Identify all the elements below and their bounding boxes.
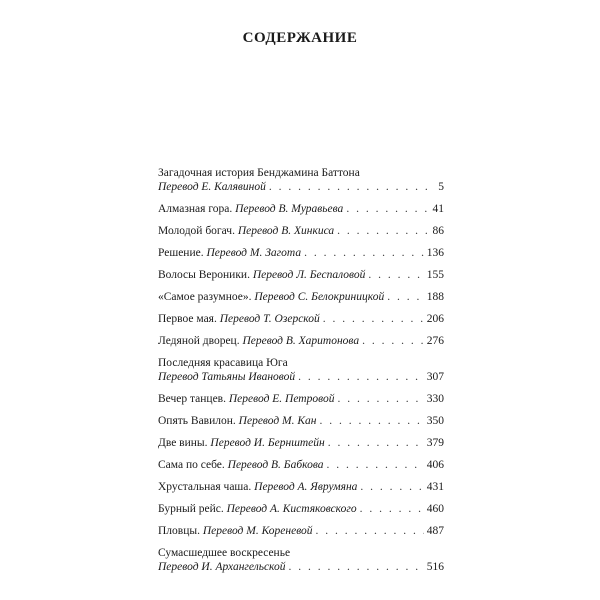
toc-entry	[158, 546, 444, 574]
entry-text	[158, 246, 301, 260]
toc-entry	[158, 290, 444, 304]
dot-leader	[360, 502, 424, 516]
dot-leader	[319, 414, 423, 428]
entry-text	[158, 312, 320, 326]
entry-page-number: 431	[426, 481, 444, 493]
page-title: СОДЕРЖАНИЕ	[242, 30, 358, 46]
entry-title: Вечер танцев.	[158, 393, 226, 405]
entry-translator: Перевод Е. Петровой	[228, 393, 335, 405]
entry-text	[158, 202, 343, 216]
entry-translator: Перевод И. Архангельской	[158, 561, 286, 573]
entry-page-number: 206	[426, 313, 444, 325]
entry-page-number: 350	[426, 415, 444, 427]
dot-leader	[362, 334, 424, 348]
dot-leader	[360, 480, 423, 494]
toc-entry	[158, 312, 444, 326]
entry-translator: Перевод В. Муравьева	[235, 203, 344, 215]
entry-translator: Перевод М. Загота	[206, 247, 302, 259]
dot-leader	[346, 202, 429, 216]
entry-title: Волосы Вероники.	[158, 269, 250, 281]
entry-title: Пловцы.	[158, 525, 200, 537]
entry-translator: Перевод И. Бернштейн	[210, 437, 325, 449]
entry-text	[158, 224, 334, 238]
entry-page-number: 41	[432, 203, 444, 215]
entry-page-number: 136	[426, 247, 444, 259]
entry-page-number: 460	[426, 503, 444, 515]
entry-text	[158, 392, 334, 406]
entry-page-number: 516	[426, 561, 444, 573]
dot-leader	[326, 458, 423, 472]
entry-title: Загадочная история Бенджамина Баттона	[158, 167, 360, 179]
toc-entry	[158, 414, 444, 428]
entry-title: Хрустальная чаша.	[158, 481, 252, 493]
entry-page-number: 155	[426, 269, 444, 281]
entry-text	[158, 436, 325, 450]
dot-leader	[316, 524, 424, 538]
entry-page-number: 307	[426, 371, 444, 383]
entry-page-number: 406	[426, 459, 444, 471]
dot-leader	[298, 370, 424, 384]
entry-translator: Перевод Л. Беспаловой	[252, 269, 366, 281]
entry-translator: Перевод А. Яврумяна	[254, 481, 358, 493]
toc-entry	[158, 480, 444, 494]
entry-page-number: 5	[438, 181, 444, 193]
toc-entry	[158, 268, 444, 282]
entry-text	[158, 458, 323, 472]
dot-leader	[328, 436, 424, 450]
entry-title: Ледяной дворец.	[158, 335, 240, 347]
entry-title: Алмазная гора.	[158, 203, 233, 215]
entry-translator: Перевод М. Кореневой	[202, 525, 313, 537]
toc-entry	[158, 202, 444, 216]
entry-text	[158, 268, 365, 282]
toc-entry	[158, 246, 444, 260]
entry-title: Бурный рейс.	[158, 503, 224, 515]
dot-leader	[387, 290, 424, 304]
entry-text	[158, 502, 357, 516]
dot-leader	[304, 246, 424, 260]
entry-translator: Перевод Е. Калявиной	[158, 181, 266, 193]
entry-translator: Перевод Т. Озерской	[219, 313, 320, 325]
entry-translator: Перевод А. Кистяковского	[226, 503, 357, 515]
dot-leader	[269, 180, 435, 194]
entry-translator: Перевод С. Белокриницкой	[254, 291, 385, 303]
entry-page-number: 379	[426, 437, 444, 449]
entry-title: Решение.	[158, 247, 204, 259]
entry-text	[158, 334, 359, 348]
entry-translator: Перевод В. Бабкова	[227, 459, 324, 471]
entry-text	[158, 414, 316, 428]
toc-entry	[158, 166, 444, 194]
entry-title: Последняя красавица Юга	[158, 357, 288, 369]
entry-title: Сумасшедшее воскресенье	[158, 547, 291, 559]
entry-title: «Самое разумное».	[158, 291, 252, 303]
dot-leader	[368, 268, 423, 282]
toc-entry	[158, 224, 444, 238]
entry-title: Опять Вавилон.	[158, 415, 236, 427]
toc-entry	[158, 436, 444, 450]
dot-leader	[337, 224, 429, 238]
entry-title: Первое мая.	[158, 313, 217, 325]
toc-entry	[158, 334, 444, 348]
entry-page-number: 330	[426, 393, 444, 405]
dot-leader	[337, 392, 423, 406]
entry-text	[158, 480, 357, 494]
entry-title: Молодой богач.	[158, 225, 235, 237]
toc-entry	[158, 392, 444, 406]
entry-page-number: 188	[426, 291, 444, 303]
toc-entry	[158, 502, 444, 516]
entry-translator: Перевод Татьяны Ивановой	[158, 371, 296, 383]
entry-title: Две вины.	[158, 437, 208, 449]
entry-title: Сама по себе.	[158, 459, 225, 471]
entry-translator: Перевод В. Харитонова	[242, 335, 360, 347]
entry-page-number: 86	[432, 225, 444, 237]
dot-leader	[323, 312, 424, 326]
toc-entry	[158, 356, 444, 384]
toc-entry	[158, 458, 444, 472]
dot-leader	[289, 560, 424, 574]
entry-text	[158, 524, 313, 538]
entry-text	[158, 290, 384, 304]
toc-entry	[158, 524, 444, 538]
entry-page-number: 487	[426, 525, 444, 537]
table-of-contents	[158, 166, 444, 582]
entry-translator: Перевод В. Хинкиса	[237, 225, 335, 237]
entry-page-number: 276	[426, 335, 444, 347]
entry-translator: Перевод М. Кан	[238, 415, 317, 427]
